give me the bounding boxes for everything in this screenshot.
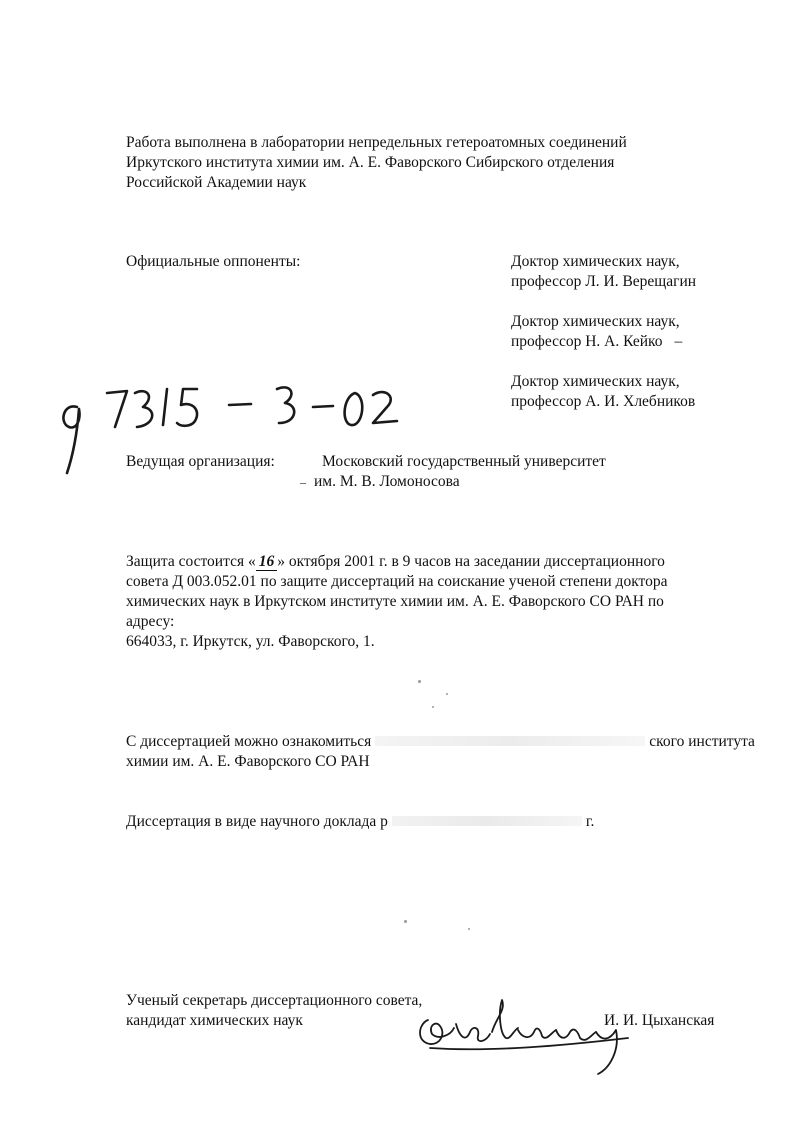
- secretary-name: И. И. Цыханская: [604, 1012, 715, 1029]
- leading-org-line-1: Московский государственный университет: [322, 453, 606, 470]
- scan-dash: –: [674, 333, 683, 350]
- secretary-line-2: кандидат химических наук: [126, 1012, 303, 1029]
- header-line-1: Работа выполнена в лаборатории непредельных гетероатомных соединений: [126, 134, 627, 151]
- scan-speck: [446, 693, 448, 695]
- header-line-3: Российской Академии наук: [126, 174, 307, 191]
- opponent-3-name: профессор А. И. Хлебников: [511, 393, 696, 410]
- library-line-1-start: С диссертацией можно ознакомиться: [126, 733, 372, 750]
- scan-dash: –: [300, 475, 306, 489]
- distributed-start: Диссертация в виде научного доклада р: [126, 813, 388, 830]
- defense-prefix: Защита состоится «: [126, 553, 256, 570]
- scan-speck: [404, 920, 407, 923]
- header-line-2: Иркутского института химии им. А. Е. Фаворского Сибирского отделения: [126, 154, 615, 171]
- opponents-label: Официальные оппоненты:: [126, 253, 301, 270]
- scan-faded-gap: [392, 816, 582, 826]
- library-line-1: [126, 732, 755, 752]
- defense-line-1: [126, 552, 665, 572]
- opponent-2-degree: Доктор химических наук,: [511, 313, 680, 330]
- defense-suffix: » октября 2001 г. в 9 часов на заседании диссертационного: [277, 553, 665, 570]
- defense-line-2: совета Д 003.052.01 по защите диссертаций на соискание ученой степени доктора: [126, 573, 668, 590]
- leading-org-label: Ведущая организация:: [126, 453, 275, 470]
- opponent-2-name-text: профессор Н. А. Кейко: [511, 333, 663, 350]
- distributed-line: [126, 812, 594, 832]
- secretary-line-1: Ученый секретарь диссертационного совета,: [126, 992, 423, 1009]
- scan-speck: [418, 680, 421, 683]
- scan-speck: [432, 706, 434, 708]
- library-line-1-end: ского института: [649, 733, 755, 750]
- signature: [410, 990, 640, 1080]
- opponent-2-name: [511, 332, 682, 352]
- defense-day: 16: [256, 553, 278, 571]
- library-line-2: химии им. А. Е. Фаворского СО РАН: [126, 753, 370, 770]
- opponent-1-degree: Доктор химических наук,: [511, 253, 680, 270]
- defense-line-3: химических наук в Иркутском институте химии им. А. Е. Фаворского СО РАН по: [126, 593, 664, 610]
- scan-faded-gap: [375, 736, 645, 746]
- leading-org-line-2-text: им. М. В. Ломоносова: [314, 473, 460, 490]
- distributed-end: г.: [585, 813, 595, 830]
- defense-address: 664033, г. Иркутск, ул. Фаворского, 1.: [126, 633, 375, 650]
- scan-speck: [468, 928, 470, 930]
- leading-org-line-2: [300, 472, 460, 492]
- opponent-3-degree: Доктор химических наук,: [511, 373, 680, 390]
- defense-line-4: адресу:: [126, 613, 175, 630]
- opponent-1-name: профессор Л. И. Верещагин: [511, 273, 697, 290]
